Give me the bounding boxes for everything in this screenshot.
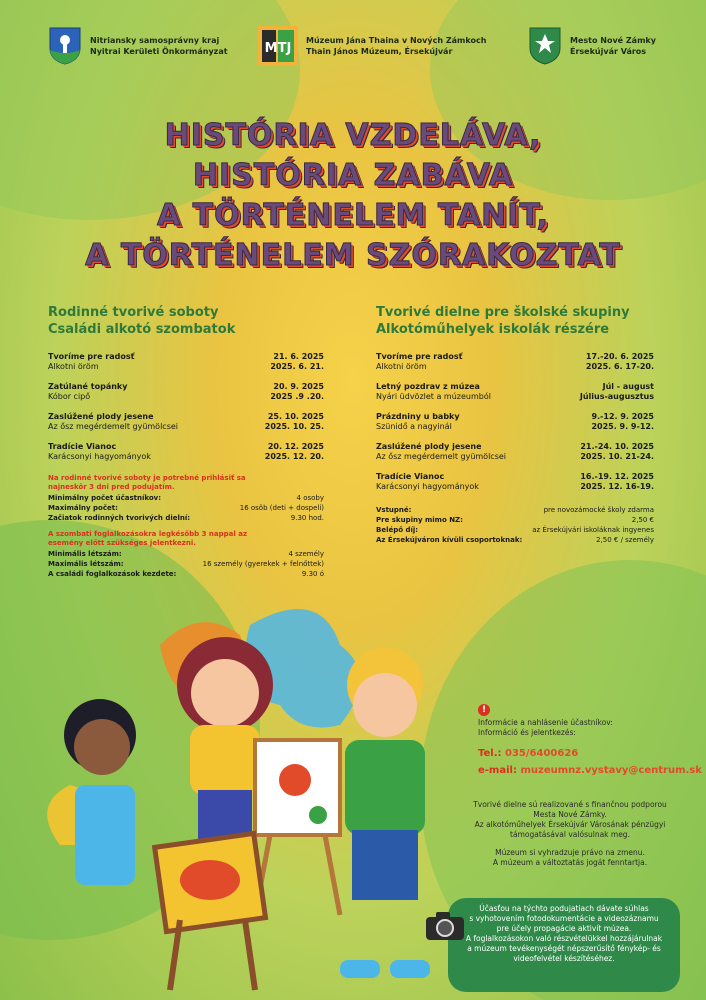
title-line-4: A TÖRTÉNELEM SZÓRAKOZTAT <box>85 238 621 273</box>
info-row <box>48 570 324 579</box>
event-date-hu: Július-augusztus <box>579 392 654 401</box>
easel-paint-green <box>309 806 327 824</box>
event-date <box>580 472 654 492</box>
event-date <box>580 442 654 462</box>
fee-row <box>376 506 654 515</box>
event-date-sk: 21. 6. 2025 <box>273 352 324 361</box>
consent-line: videofelvétel készítéséhez. <box>513 954 615 963</box>
right-event <box>376 352 654 372</box>
funding-line: Mesta Nové Zámky. <box>533 810 607 819</box>
event-date-hu: 2025. 10. 21-24. <box>580 452 654 461</box>
event-name-sk: Tvoríme pre radosť <box>48 352 135 361</box>
event-name-hu: Kóbor cipő <box>48 392 91 401</box>
header-center <box>258 26 486 66</box>
children-painting-illustration <box>20 585 460 995</box>
funding-line: Tvorivé dielne sú realizované s finančnou podporou <box>473 800 667 809</box>
event-date-hu: 2025. 12. 20. <box>264 452 324 461</box>
header-left-line1: Nitriansky samosprávny kraj <box>90 36 220 45</box>
row-label: Vstupné: <box>376 506 412 514</box>
header-right-line1: Mesto Nové Zámky <box>570 36 656 45</box>
event-date <box>586 352 654 372</box>
fee-row <box>376 526 654 535</box>
event-date-sk: Júl - august <box>602 382 654 391</box>
note-hu: A szombati foglalkozásokra legkésőbb 3 nappal az esemény előtt szükséges jelentkezni. <box>48 530 248 547</box>
info-row <box>48 550 324 559</box>
header-left-line2: Nyitrai Kerületi Önkormányzat <box>90 47 228 56</box>
funding-line: támogatásával valósulnak meg. <box>510 830 630 839</box>
event-date-hu: 2025. 12. 16-19. <box>580 482 654 491</box>
right-event <box>376 472 654 492</box>
consent-line: a múzeum tevékenységét népszerűsítő fénykép- és <box>467 944 661 953</box>
event-name-hu: Szünidő a nagyinál <box>376 422 452 431</box>
event-name-sk: Prázdniny u babky <box>376 412 460 421</box>
camera-icon <box>424 910 466 942</box>
girl-shirt <box>190 725 260 795</box>
info-icon: ! <box>478 704 490 716</box>
row-value: 2,50 € / személy <box>596 536 654 544</box>
event-date-hu: 2025. 10. 25. <box>264 422 324 431</box>
event-date-hu: 2025. 6. 17-20. <box>585 362 654 371</box>
right-event <box>376 382 654 402</box>
left-event <box>48 382 324 402</box>
phone-label: Tel.: <box>478 748 502 759</box>
event-name-sk: Tradície Vianoc <box>376 472 445 481</box>
row-value: 16 személy (gyerekek + felnőttek) <box>202 560 324 568</box>
email-address[interactable]: muzeumnz.vystavy@centrum.sk <box>520 765 702 776</box>
boy-shoe <box>340 960 380 978</box>
nove-zamky-coat-of-arms-icon <box>528 26 562 66</box>
consent-line: A foglalkozásokon való részvételükkel hozzájárulnak <box>465 934 663 943</box>
phone-number[interactable]: 035/6400626 <box>505 748 579 759</box>
event-date <box>591 412 654 432</box>
row-label: Maximálny počet: <box>48 504 118 512</box>
row-value: 9.30 ó <box>301 570 324 578</box>
girl-face <box>191 659 259 727</box>
boy-pants <box>352 830 418 900</box>
info-row <box>48 504 324 513</box>
left-event <box>48 442 324 462</box>
contact-phone <box>478 748 578 759</box>
row-label: Minimális létszám: <box>48 550 122 558</box>
right-col-head-2: Alkotóműhelyek iskolák részére <box>376 322 610 337</box>
row-label: Minimálny počet účastníkov: <box>48 494 162 502</box>
event-name-hu: Alkotni öröm <box>376 362 427 371</box>
row-value: 4 személy <box>288 550 324 558</box>
right-event <box>376 412 654 432</box>
nsk-coat-of-arms-icon <box>48 26 82 66</box>
easel-paint-red <box>279 764 311 796</box>
event-name-hu: Az ősz megérdemelt gyümölcsei <box>48 422 179 431</box>
row-label: Az Érsekújváron kívüli csoportoknak: <box>376 536 523 544</box>
right-col-head-1: Tvorivé dielne pre školské skupiny <box>376 305 630 320</box>
funding-line: A múzeum a változtatás jogát fenntartja. <box>492 858 648 867</box>
consent-line: pre účely propagácie aktivít múzea. <box>496 924 632 933</box>
row-label: Maximális létszám: <box>48 560 124 568</box>
info-row <box>48 494 324 503</box>
boy-shoe <box>390 960 430 978</box>
header-right <box>528 26 656 66</box>
event-name-sk: Letný pozdrav z múzea <box>376 382 480 391</box>
mtj-logo-icon <box>258 26 298 66</box>
event-date-sk: 25. 10. 2025 <box>267 412 324 421</box>
event-date-hu: 2025. 9. 9-12. <box>591 422 654 431</box>
event-name-hu: Karácsonyi hagyományok <box>376 482 479 491</box>
left-event <box>48 412 324 432</box>
boy-shirt <box>345 740 425 835</box>
consent-line: s vyhotovením fotodokumentácie a videozáznamu <box>469 914 659 923</box>
event-date-sk: 20. 9. 2025 <box>273 382 324 391</box>
event-date <box>270 382 324 402</box>
right-event <box>376 442 654 462</box>
contact-email <box>478 765 702 776</box>
email-label: e-mail: <box>478 765 517 776</box>
row-value: 2,50 € <box>631 516 654 524</box>
event-date-sk: 20. 12. 2025 <box>267 442 324 451</box>
header-center-line1: Múzeum Jána Thaina v Nových Zámkoch <box>306 36 487 45</box>
left-event <box>48 352 324 372</box>
event-date-sk: 16.-19. 12. 2025 <box>580 472 654 481</box>
mtj-logo-letters: MTJ <box>264 41 292 56</box>
row-value: 16 osôb (deti + dospelí) <box>239 504 324 512</box>
event-name-sk: Zatúlané topánky <box>48 382 128 391</box>
left-column <box>48 304 324 584</box>
event-date-hu: 2025. 6. 21. <box>270 362 324 371</box>
funding-text <box>470 800 670 868</box>
row-value: 9.30 hod. <box>290 514 324 522</box>
boy-face <box>353 673 417 737</box>
event-date-sk: 17.-20. 6. 2025 <box>585 352 654 361</box>
event-name-hu: Nyári üdvözlet a múzeumból <box>376 392 491 401</box>
event-date-sk: 21.-24. 10. 2025 <box>580 442 654 451</box>
funding-line: Múzeum si vyhradzuje právo na zmenu. <box>495 848 645 857</box>
info-sk: Informácie a nahlásenie účastníkov: <box>478 718 613 727</box>
event-name-sk: Zaslúžené plody jesene <box>48 412 154 421</box>
fee-row <box>376 536 654 545</box>
title-line-3: A TÖRTÉNELEM TANÍT, <box>156 198 550 233</box>
right-column <box>376 304 654 554</box>
event-date-sk: 9.-12. 9. 2025 <box>591 412 654 421</box>
event-date <box>265 412 324 432</box>
row-label: Pre skupiny mimo NZ: <box>376 516 463 524</box>
info-hu: Információ és jelentkezés: <box>478 728 576 737</box>
row-label: A családi foglalkozások kezdete: <box>48 570 177 578</box>
left-col-head-2: Családi alkotó szombatok <box>48 322 236 337</box>
event-name-sk: Tvoríme pre radosť <box>376 352 463 361</box>
left-kid-dress <box>75 785 135 885</box>
row-value: pre novozámocké školy zdarma <box>543 506 654 514</box>
event-name-hu: Az ősz megérdemelt gyümölcsei <box>376 452 507 461</box>
note-sk: Na rodinné tvorivé soboty je potrebné prihlásiť sa najneskôr 3 dni pred podujatím. <box>48 474 246 491</box>
fee-row <box>376 516 654 525</box>
event-name-sk: Zaslúžené plody jesene <box>376 442 482 451</box>
event-name-hu: Karácsonyi hagyományok <box>48 452 151 461</box>
event-date <box>580 382 654 402</box>
header-right-line2: Érsekújvár Város <box>570 47 647 56</box>
funding-line: Az alkotóműhelyek Érsekújvár Városának pénzügyi <box>474 820 666 829</box>
left-col-head-1: Rodinné tvorivé soboty <box>48 305 219 320</box>
title-line-2: HISTÓRIA ZABÁVA <box>192 158 514 193</box>
header-center-line2: Thain János Múzeum, Érsekújvár <box>306 47 453 56</box>
info-row <box>48 514 324 523</box>
title-line-1: HISTÓRIA VZDELÁVA, <box>164 118 542 153</box>
row-value: az Érsekújvári iskoláknak ingyenes <box>532 526 654 534</box>
row-value: 4 osoby <box>296 494 324 502</box>
left-kid-face <box>74 719 130 775</box>
row-label: Belépő díj: <box>376 526 419 534</box>
info-row <box>48 560 324 569</box>
consent-box <box>448 898 680 992</box>
event-date <box>270 352 324 372</box>
row-label: Začiatok rodinných tvorivých dielní: <box>48 514 191 522</box>
consent-line: Účasťou na týchto podujatiach dávate súhlas <box>479 904 649 913</box>
header-left <box>48 26 228 66</box>
event-name-hu: Alkotni öröm <box>48 362 99 371</box>
event-date-hu: 2025 .9 .20. <box>270 392 324 401</box>
event-name-sk: Tradície Vianoc <box>48 442 117 451</box>
event-date <box>265 442 324 462</box>
